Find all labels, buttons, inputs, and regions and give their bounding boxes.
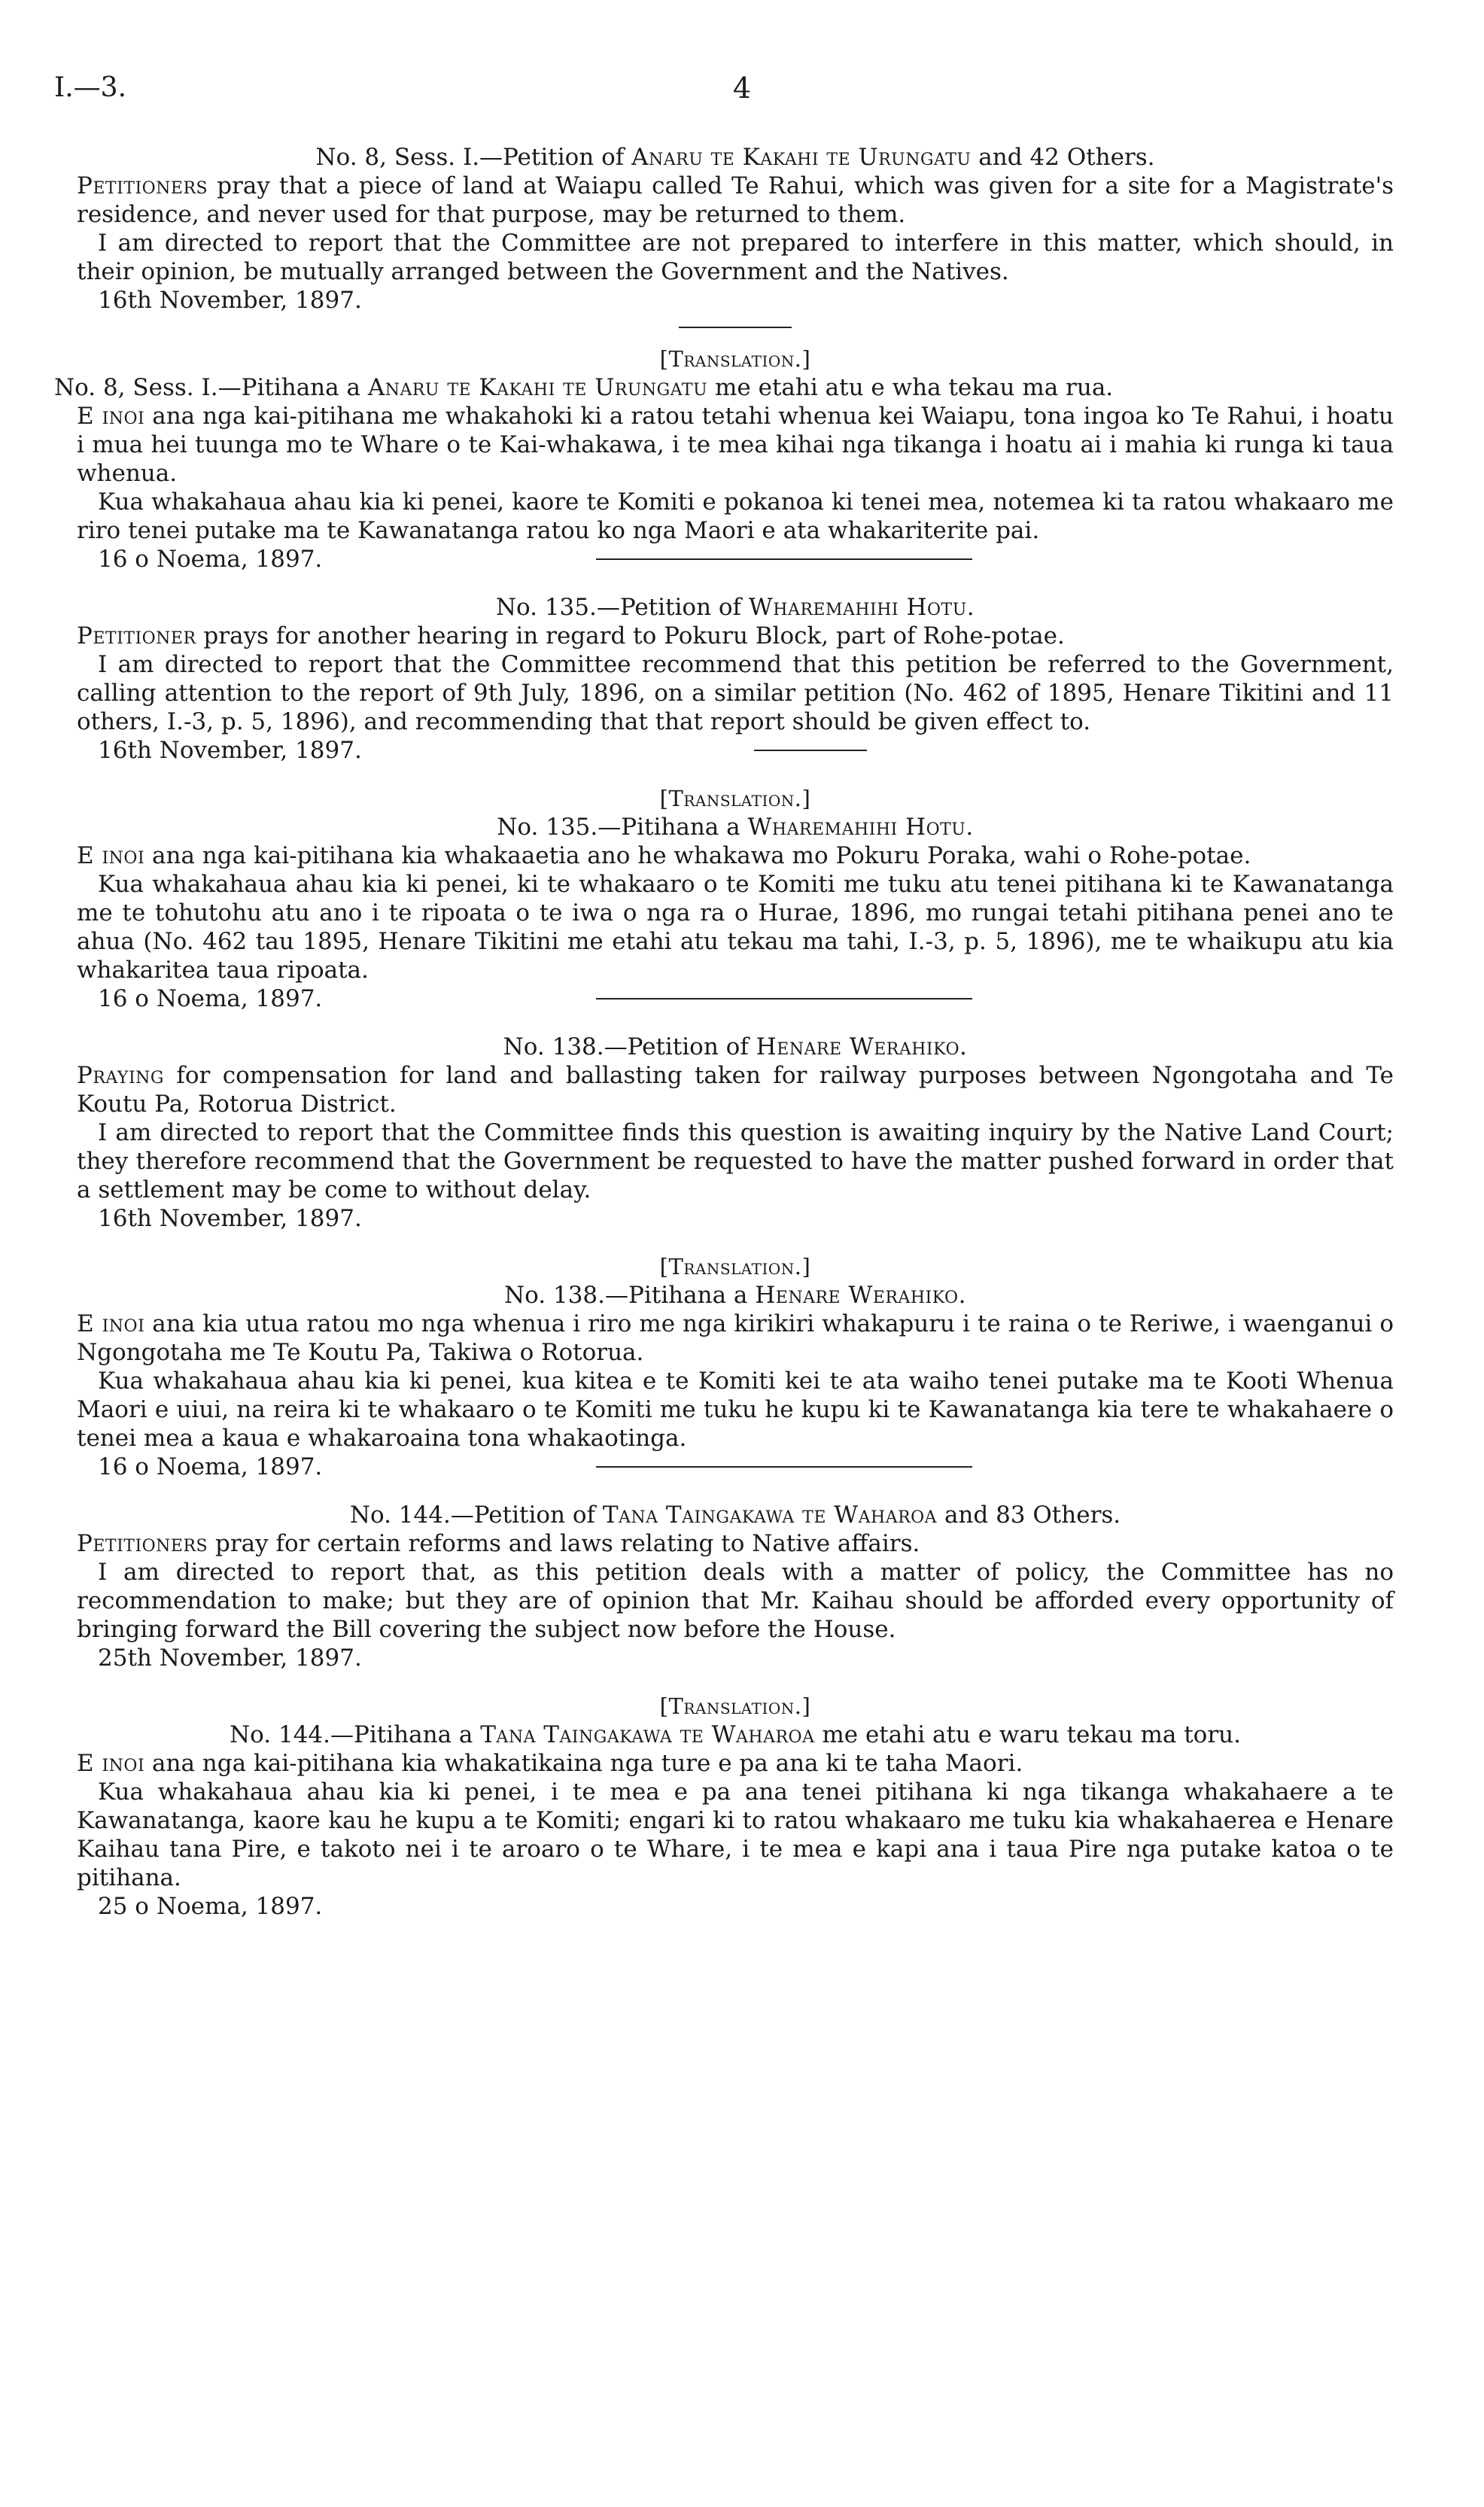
petition-title: No. 8, Sess. I.—Pitihana a Anaru te Kakahi te Urungatu me etahi atu e wha tekau ma rua. [54, 374, 1114, 401]
section-divider [596, 558, 972, 560]
lead-word: E inoi [77, 1310, 145, 1337]
committee-report: I am directed to report that, as this petition deals with a matter of policy, the Committee has no recommendation to make; but they are of opinion that Mr. Kaihau should be afforded every opportunity of bringing forward the Bill covering the subject now before the House. [77, 1559, 1394, 1643]
document-reference: I.—3. [54, 72, 127, 103]
petition-prayer: E inoi ana nga kai-pitihana kia whakatikaina nga ture e pa ana ki te taha Maori. [77, 1750, 1023, 1777]
committee-report: Kua whakahaua ahau kia ki penei, kua kitea e te Komiti kei te ata waiho tenei putake ma te Kooti Whenua Maori e uiui, na reira ki te whakaaro o te Komiti me tuku he kupu ki te Kawanatanga kia tere te whakahaere o tenei mea a kaua e whakaroaina tona whakaotinga. [77, 1368, 1394, 1452]
lead-word: Praying [77, 1062, 164, 1089]
petition-title: No. 138.—Pitihana a Henare Werahiko. [504, 1282, 966, 1309]
petition-prayer: E inoi ana nga kai-pitihana me whakahoki ki a ratou tetahi whenua kei Waiapu, tona ingoa ko Te Rahui, i hoatu i mua hei tuunga mo te Whare o te Kai-whakawa, i te mea kihai nga tikanga i hoatu ai i mahia ki runga ki taua whenua. [77, 403, 1394, 487]
report-date: 16th November, 1897. [98, 1205, 362, 1232]
petition-prayer: Petitioners pray that a piece of land at Waiapu called Te Rahui, which was given for a site for a Magistrate's residence, and never used for that purpose, may be returned to them. [77, 172, 1394, 228]
petitioner-name: Wharemahihi Hotu. [747, 814, 974, 841]
petition-prayer: Petitioners pray for certain reforms and laws relating to Native affairs. [77, 1530, 920, 1557]
petition-title: No. 135.—Petition of Wharemahihi Hotu. [495, 594, 975, 621]
date-row [77, 1453, 1394, 1481]
committee-report: I am directed to report that the Committee recommend that this petition be referred to the Government, calling attention to the report of 9th July, 1896, on a similar petition (No. 462 of 1895, Henare Tikitini and 11 others, I.-3, p. 5, 1896), and recommending that that report should be given effect to. [77, 651, 1394, 735]
petition-title: No. 8, Sess. I.—Petition of Anaru te Kakahi te Urungatu and 42 Others. [315, 144, 1155, 171]
lead-word: E inoi [77, 403, 145, 430]
translation-label: [Translation.] [659, 1254, 811, 1279]
report-date: 16th November, 1897. [98, 287, 362, 314]
document-body [54, 143, 1394, 1921]
petition-title: No. 144.—Petition of Tana Taingakawa te Waharoa and 83 Others. [349, 1501, 1121, 1529]
petition-prayer: E inoi ana kia utua ratou mo nga whenua i riro me nga kirikiri whakapuru i te raina o te Reriwe, i waenganui o Ngongotaha me Te Koutu Pa, Takiwa o Rotorua. [77, 1310, 1394, 1366]
report-date: 16 o Noema, 1897. [98, 1453, 323, 1480]
report-date: 16th November, 1897. [98, 737, 362, 764]
petition-prayer: E inoi ana nga kai-pitihana kia whakaaetia ano he whakawa mo Pokuru Poraka, wahi o Rohe-potae. [77, 842, 1251, 869]
translation-section [77, 1692, 1394, 1921]
petition-prayer: Praying for compensation for land and ballasting taken for railway purposes between Ngongotaha and Te Koutu Pa, Rotorua District. [77, 1062, 1394, 1118]
page-number: 4 [732, 71, 752, 105]
petitioner-name: Tana Taingakawa te Waharoa [602, 1501, 938, 1529]
petitioner-name: Anaru te Kakahi te Urungatu [631, 144, 972, 171]
committee-report: Kua whakahaua ahau kia ki penei, kaore te Komiti e pokanoa ki tenei mea, notemea ki ta ratou whakaaro me riro tenei putake ma te Kawanatanga ratou ko nga Maori e ata whakariterite pai. [77, 488, 1394, 544]
lead-word: E inoi [77, 1750, 145, 1777]
petitioner-name: Anaru te Kakahi te Urungatu [367, 374, 708, 401]
lead-word: Petitioner [77, 622, 196, 650]
report-date: 25 o Noema, 1897. [98, 1893, 323, 1920]
date-row [77, 736, 1394, 765]
committee-report: I am directed to report that the Committee are not prepared to interfere in this matter, which should, in their opinion, be mutually arranged between the Government and the Natives. [77, 230, 1394, 285]
petitioner-name: Henare Werahiko. [756, 1033, 968, 1060]
section-divider [596, 1466, 972, 1468]
report-date: 25th November, 1897. [98, 1644, 362, 1672]
petition-section [77, 1033, 1394, 1233]
translation-label: [Translation.] [659, 786, 811, 811]
report-date: 16 o Noema, 1897. [98, 546, 323, 573]
translation-label: [Translation.] [659, 1693, 811, 1719]
petitioner-name: Henare Werahiko. [755, 1282, 966, 1309]
petition-title: No. 144.—Pitihana a Tana Taingakawa te Waharoa me etahi atu e waru tekau ma toru. [230, 1721, 1241, 1748]
translation-section [77, 784, 1394, 1013]
committee-report: Kua whakahaua ahau kia ki penei, i te mea e pa ana tenei pitihana ki nga tikanga whakahaere a te Kawanatanga, kaore kau he kupu a te Komiti; engari ki to ratou whakaaro me tuku kia whakahaerea e Henare Kaihau tana Pire, e takoto nei i te aroaro o te Whare, i te mea e kapi ana i taua Pire nga putake katoa o te pitihana. [77, 1778, 1394, 1891]
petitioner-name: Tana Taingakawa te Waharoa [480, 1721, 815, 1748]
section-divider [679, 327, 792, 328]
petition-title: No. 138.—Petition of Henare Werahiko. [503, 1033, 968, 1060]
petitioner-name: Wharemahihi Hotu. [748, 594, 975, 621]
petition-prayer: Petitioner prays for another hearing in regard to Pokuru Block, part of Rohe-potae. [77, 622, 1065, 650]
petition-section [77, 1501, 1394, 1672]
lead-word: E inoi [77, 842, 145, 869]
committee-report: Kua whakahaua ahau kia ki penei, ki te whakaaro o te Komiti me tuku atu tenei pitihana ki te Kawanatanga me te tohutohu atu ano i te ripoata o te iwa o nga ra o Hurae, 1896, mo rungai tetahi pitihana penei ano te ahua (No. 462 tau 1895, Henare Tikitini me etahi atu tekau ma tahi, I.-3, p. 5, 1896), me te whaikupu atu kia whakaritea taua ripoata. [77, 871, 1394, 984]
page-header [54, 71, 1430, 111]
date-row [77, 984, 1394, 1013]
petition-section [77, 143, 1394, 315]
date-row [77, 545, 1394, 574]
lead-word: Petitioners [77, 1530, 208, 1557]
committee-report: I am directed to report that the Committee finds this question is awaiting inquiry by the Native Land Court; they therefore recommend that the Government be requested to have the matter pushed forward in order that a settlement may be come to without delay. [77, 1119, 1394, 1203]
report-date: 16 o Noema, 1897. [98, 985, 323, 1012]
section-divider [596, 998, 972, 999]
section-divider [754, 750, 867, 751]
translation-label: [Translation.] [659, 346, 811, 372]
petition-title: No. 135.—Pitihana a Wharemahihi Hotu. [497, 814, 974, 841]
petition-section [77, 593, 1394, 765]
translation-section [54, 345, 1394, 574]
translation-section [77, 1252, 1394, 1481]
lead-word: Petitioners [77, 172, 208, 199]
